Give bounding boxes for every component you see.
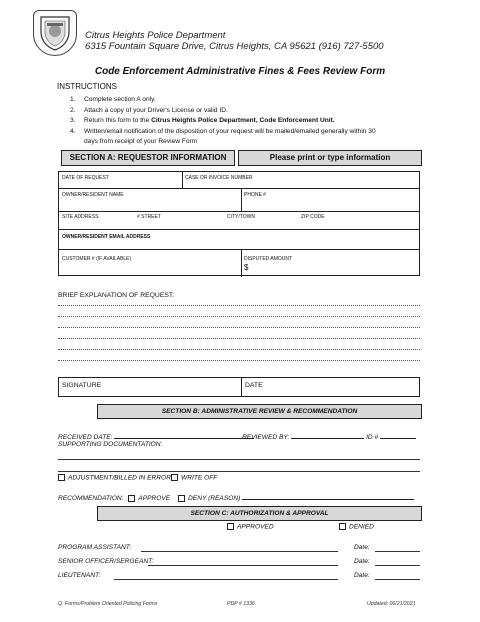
received-date-label: RECEIVED DATE:: [58, 430, 254, 441]
reviewed-by-label: REVIEWED BY: ID #: [242, 430, 416, 441]
writeoff-checkbox[interactable]: [171, 474, 178, 481]
id-line[interactable]: [380, 430, 416, 439]
adjustment-checkbox[interactable]: [58, 474, 65, 481]
date-label: Date:: [354, 558, 370, 565]
customer-number-field[interactable]: CUSTOMER # (IF AVAILABLE): [62, 256, 132, 262]
explanation-line[interactable]: [58, 360, 420, 361]
footer-form-number: PDP # 1336: [227, 601, 255, 607]
phone-field[interactable]: PHONE #: [244, 192, 266, 198]
explanation-line[interactable]: [58, 316, 420, 317]
police-seal-logo: [33, 10, 77, 56]
supporting-documentation-label: SUPPORTING DOCUMENTATION:: [58, 441, 163, 448]
date-of-request-field[interactable]: DATE OF REQUEST: [62, 175, 109, 181]
instructions-list: [70, 95, 425, 148]
badge-icon: [37, 14, 73, 52]
owner-name-field[interactable]: OWNER/RESIDENT NAME: [62, 192, 124, 198]
program-assistant-line[interactable]: [141, 551, 338, 552]
email-field[interactable]: OWNER/RESIDENT EMAIL ADDRESS: [62, 234, 151, 240]
instruction-step: 3. Return this form to the Citrus Heights Police Department, Code Enforcement Unit.: [70, 117, 335, 124]
brief-explanation-label: BRIEF EXPLANATION OF REQUEST:: [58, 292, 175, 299]
signature-field[interactable]: SIGNATURE: [62, 382, 102, 389]
date-label: Date:: [354, 572, 370, 579]
instruction-step: 2. Attach a copy of your Driver's License or valid ID.: [70, 106, 228, 114]
senior-officer-date-line[interactable]: [375, 565, 420, 566]
dollar-sign: $: [244, 263, 249, 272]
print-or-type-note: Please print or type information: [238, 150, 422, 166]
senior-officer-label: SENIOR OFFICER/SERGEANT:: [58, 558, 154, 565]
denied-checkbox[interactable]: [339, 523, 346, 530]
instruction-step: 1. Complete section A only.: [70, 96, 156, 103]
case-number-field[interactable]: CASE OR INVOICE NUMBER: [185, 175, 253, 181]
requestor-info-grid: [58, 171, 420, 276]
lieutenant-date-line[interactable]: [375, 579, 420, 580]
senior-officer-line[interactable]: [148, 565, 338, 566]
supporting-line[interactable]: [58, 459, 420, 460]
city-field[interactable]: CITY/TOWN: [227, 214, 255, 220]
supporting-line[interactable]: [58, 471, 420, 472]
street-field[interactable]: # STREET: [137, 214, 161, 220]
approved-option[interactable]: APPROVED: [227, 523, 274, 530]
approve-checkbox[interactable]: [128, 495, 135, 502]
explanation-line[interactable]: [58, 327, 420, 328]
lieutenant-label: LIEUTENANT:: [58, 572, 101, 579]
deny-checkbox[interactable]: [178, 495, 185, 502]
denied-option[interactable]: DENIED: [339, 523, 374, 530]
form-title: Code Enforcement Administrative Fines & Fees Review Form: [94, 66, 386, 77]
site-address-field[interactable]: SITE ADDRESS: [62, 214, 99, 220]
date-field[interactable]: DATE: [245, 382, 263, 389]
deny-reason-line[interactable]: [242, 491, 414, 500]
section-b-title: SECTION B: ADMINISTRATIVE REVIEW & RECOMMENDATION: [97, 404, 422, 419]
section-c-title: SECTION C: AUTHORIZATION & APPROVAL: [97, 506, 422, 521]
instructions-heading: INSTRUCTIONS: [57, 82, 117, 91]
section-a-title: SECTION A: REQUESTOR INFORMATION: [61, 150, 235, 166]
lieutenant-line[interactable]: [114, 579, 338, 580]
program-assistant-date-line[interactable]: [375, 551, 420, 552]
program-assistant-label: PROGRAM ASSISTANT:: [58, 544, 132, 551]
writeoff-option[interactable]: WRITE OFF: [171, 474, 217, 481]
explanation-line[interactable]: [58, 305, 420, 306]
explanation-line[interactable]: [58, 338, 420, 339]
reviewed-by-line[interactable]: [291, 430, 364, 439]
instruction-step: 4. Written/email notification of the disposition of your request will be mailed/emailed generally within 30: [70, 127, 376, 135]
footer-path: Q: Forms/Problem Oriented Policing Forms: [58, 601, 158, 607]
signature-date-box: [58, 377, 420, 397]
adjustment-option[interactable]: ADJUSTMENT/BILLED IN ERROR: [58, 474, 171, 481]
date-label: Date:: [354, 544, 370, 551]
recommendation-row: RECOMMENDATION: APPROVE DENY (REASON): [58, 491, 414, 502]
disputed-amount-field[interactable]: DISPUTED AMOUNT: [244, 256, 293, 262]
department-name: Citrus Heights Police Department: [85, 30, 226, 41]
approved-checkbox[interactable]: [227, 523, 234, 530]
received-date-line[interactable]: [114, 430, 254, 439]
instruction-step-continued: days from receipt of your Review Form: [84, 138, 198, 145]
explanation-line[interactable]: [58, 349, 420, 350]
department-address: 6315 Fountain Square Drive, Citrus Heights, CA 95621 (916) 727-5500: [85, 41, 384, 52]
zip-field[interactable]: ZIP CODE: [301, 214, 325, 220]
footer-updated: Updated: 06/21/2021: [367, 601, 416, 607]
